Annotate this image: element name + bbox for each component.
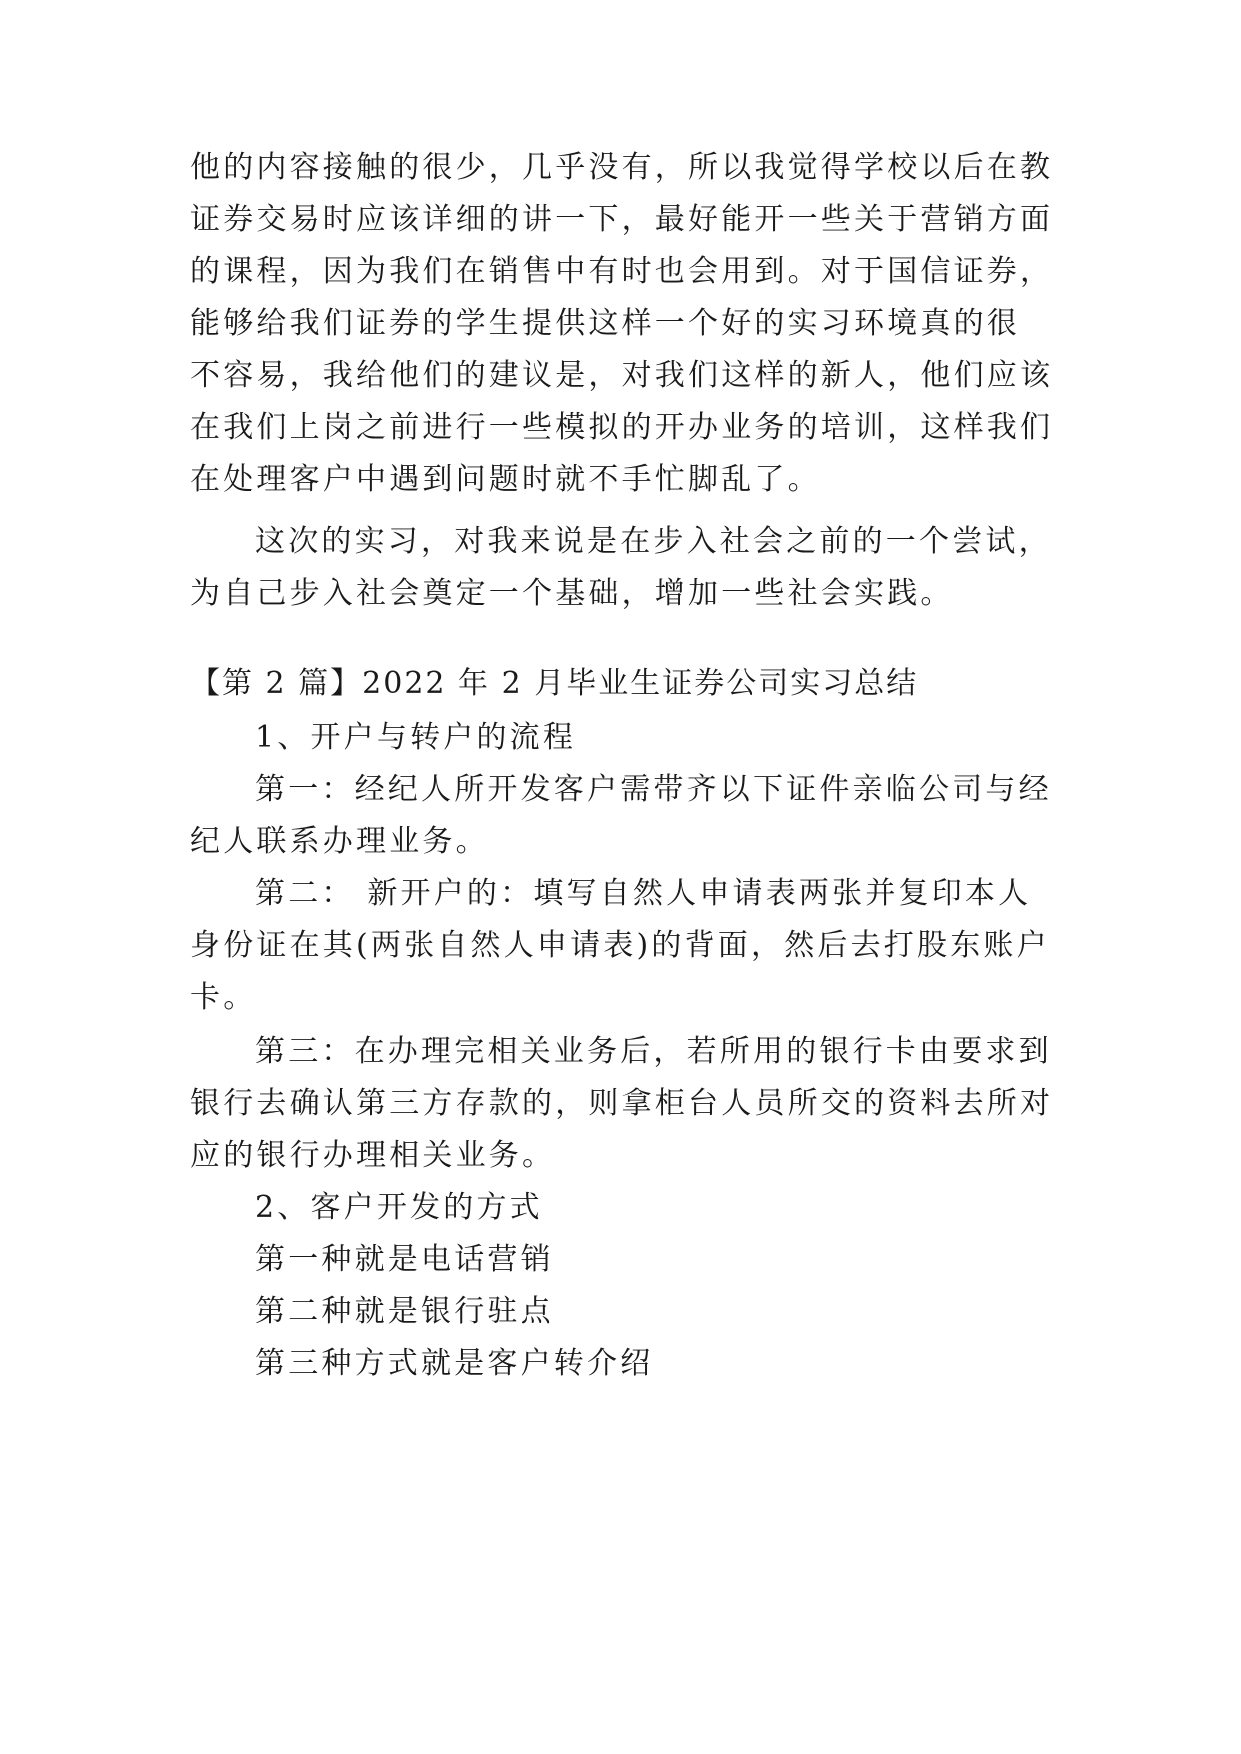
step-line: 纪人联系办理业务。 bbox=[190, 824, 489, 859]
conclusion-line: 这次的实习，对我来说是在步入社会之前的一个尝试， bbox=[255, 524, 1052, 559]
step-line: 银行去确认第三方存款的，则拿柜台人员所交的资料去所对 bbox=[190, 1086, 1054, 1121]
section-heading: 【第 2 篇】2022 年 2 月毕业生证券公司实习总结 bbox=[190, 666, 919, 701]
paragraph-line: 在处理客户中遇到问题时就不手忙脚乱了。 bbox=[190, 462, 821, 497]
step-line: 卡。 bbox=[190, 980, 257, 1015]
paragraph-line: 能够给我们证券的学生提供这样一个好的实习环境真的很 bbox=[190, 306, 1020, 341]
method-item: 第二种就是银行驻点 bbox=[255, 1294, 554, 1329]
paragraph-line: 的课程，因为我们在销售中有时也会用到。对于国信证券， bbox=[190, 254, 1054, 289]
step-line: 应的银行办理相关业务。 bbox=[190, 1138, 556, 1173]
step-line: 第一：经纪人所开发客户需带齐以下证件亲临公司与经 bbox=[255, 772, 1052, 807]
paragraph-line: 在我们上岗之前进行一些模拟的开办业务的培训，这样我们 bbox=[190, 410, 1054, 445]
paragraph-line: 不容易，我给他们的建议是，对我们这样的新人，他们应该 bbox=[190, 358, 1054, 393]
subsection-title: 1、开户与转户的流程 bbox=[255, 720, 577, 755]
step-line: 第二： 新开户的：填写自然人申请表两张并复印本人 bbox=[255, 876, 1032, 911]
paragraph-line: 证券交易时应该详细的讲一下，最好能开一些关于营销方面 bbox=[190, 202, 1054, 237]
conclusion-line: 为自己步入社会奠定一个基础，增加一些社会实践。 bbox=[190, 576, 954, 611]
method-item: 第一种就是电话营销 bbox=[255, 1242, 554, 1277]
paragraph-line: 他的内容接触的很少，几乎没有，所以我觉得学校以后在教 bbox=[190, 150, 1054, 185]
subsection-title: 2、客户开发的方式 bbox=[255, 1190, 543, 1225]
method-item: 第三种方式就是客户转介绍 bbox=[255, 1346, 654, 1381]
step-line: 第三：在办理完相关业务后，若所用的银行卡由要求到 bbox=[255, 1034, 1052, 1069]
step-line: 身份证在其(两张自然人申请表)的背面，然后去打股东账户 bbox=[190, 928, 1050, 963]
